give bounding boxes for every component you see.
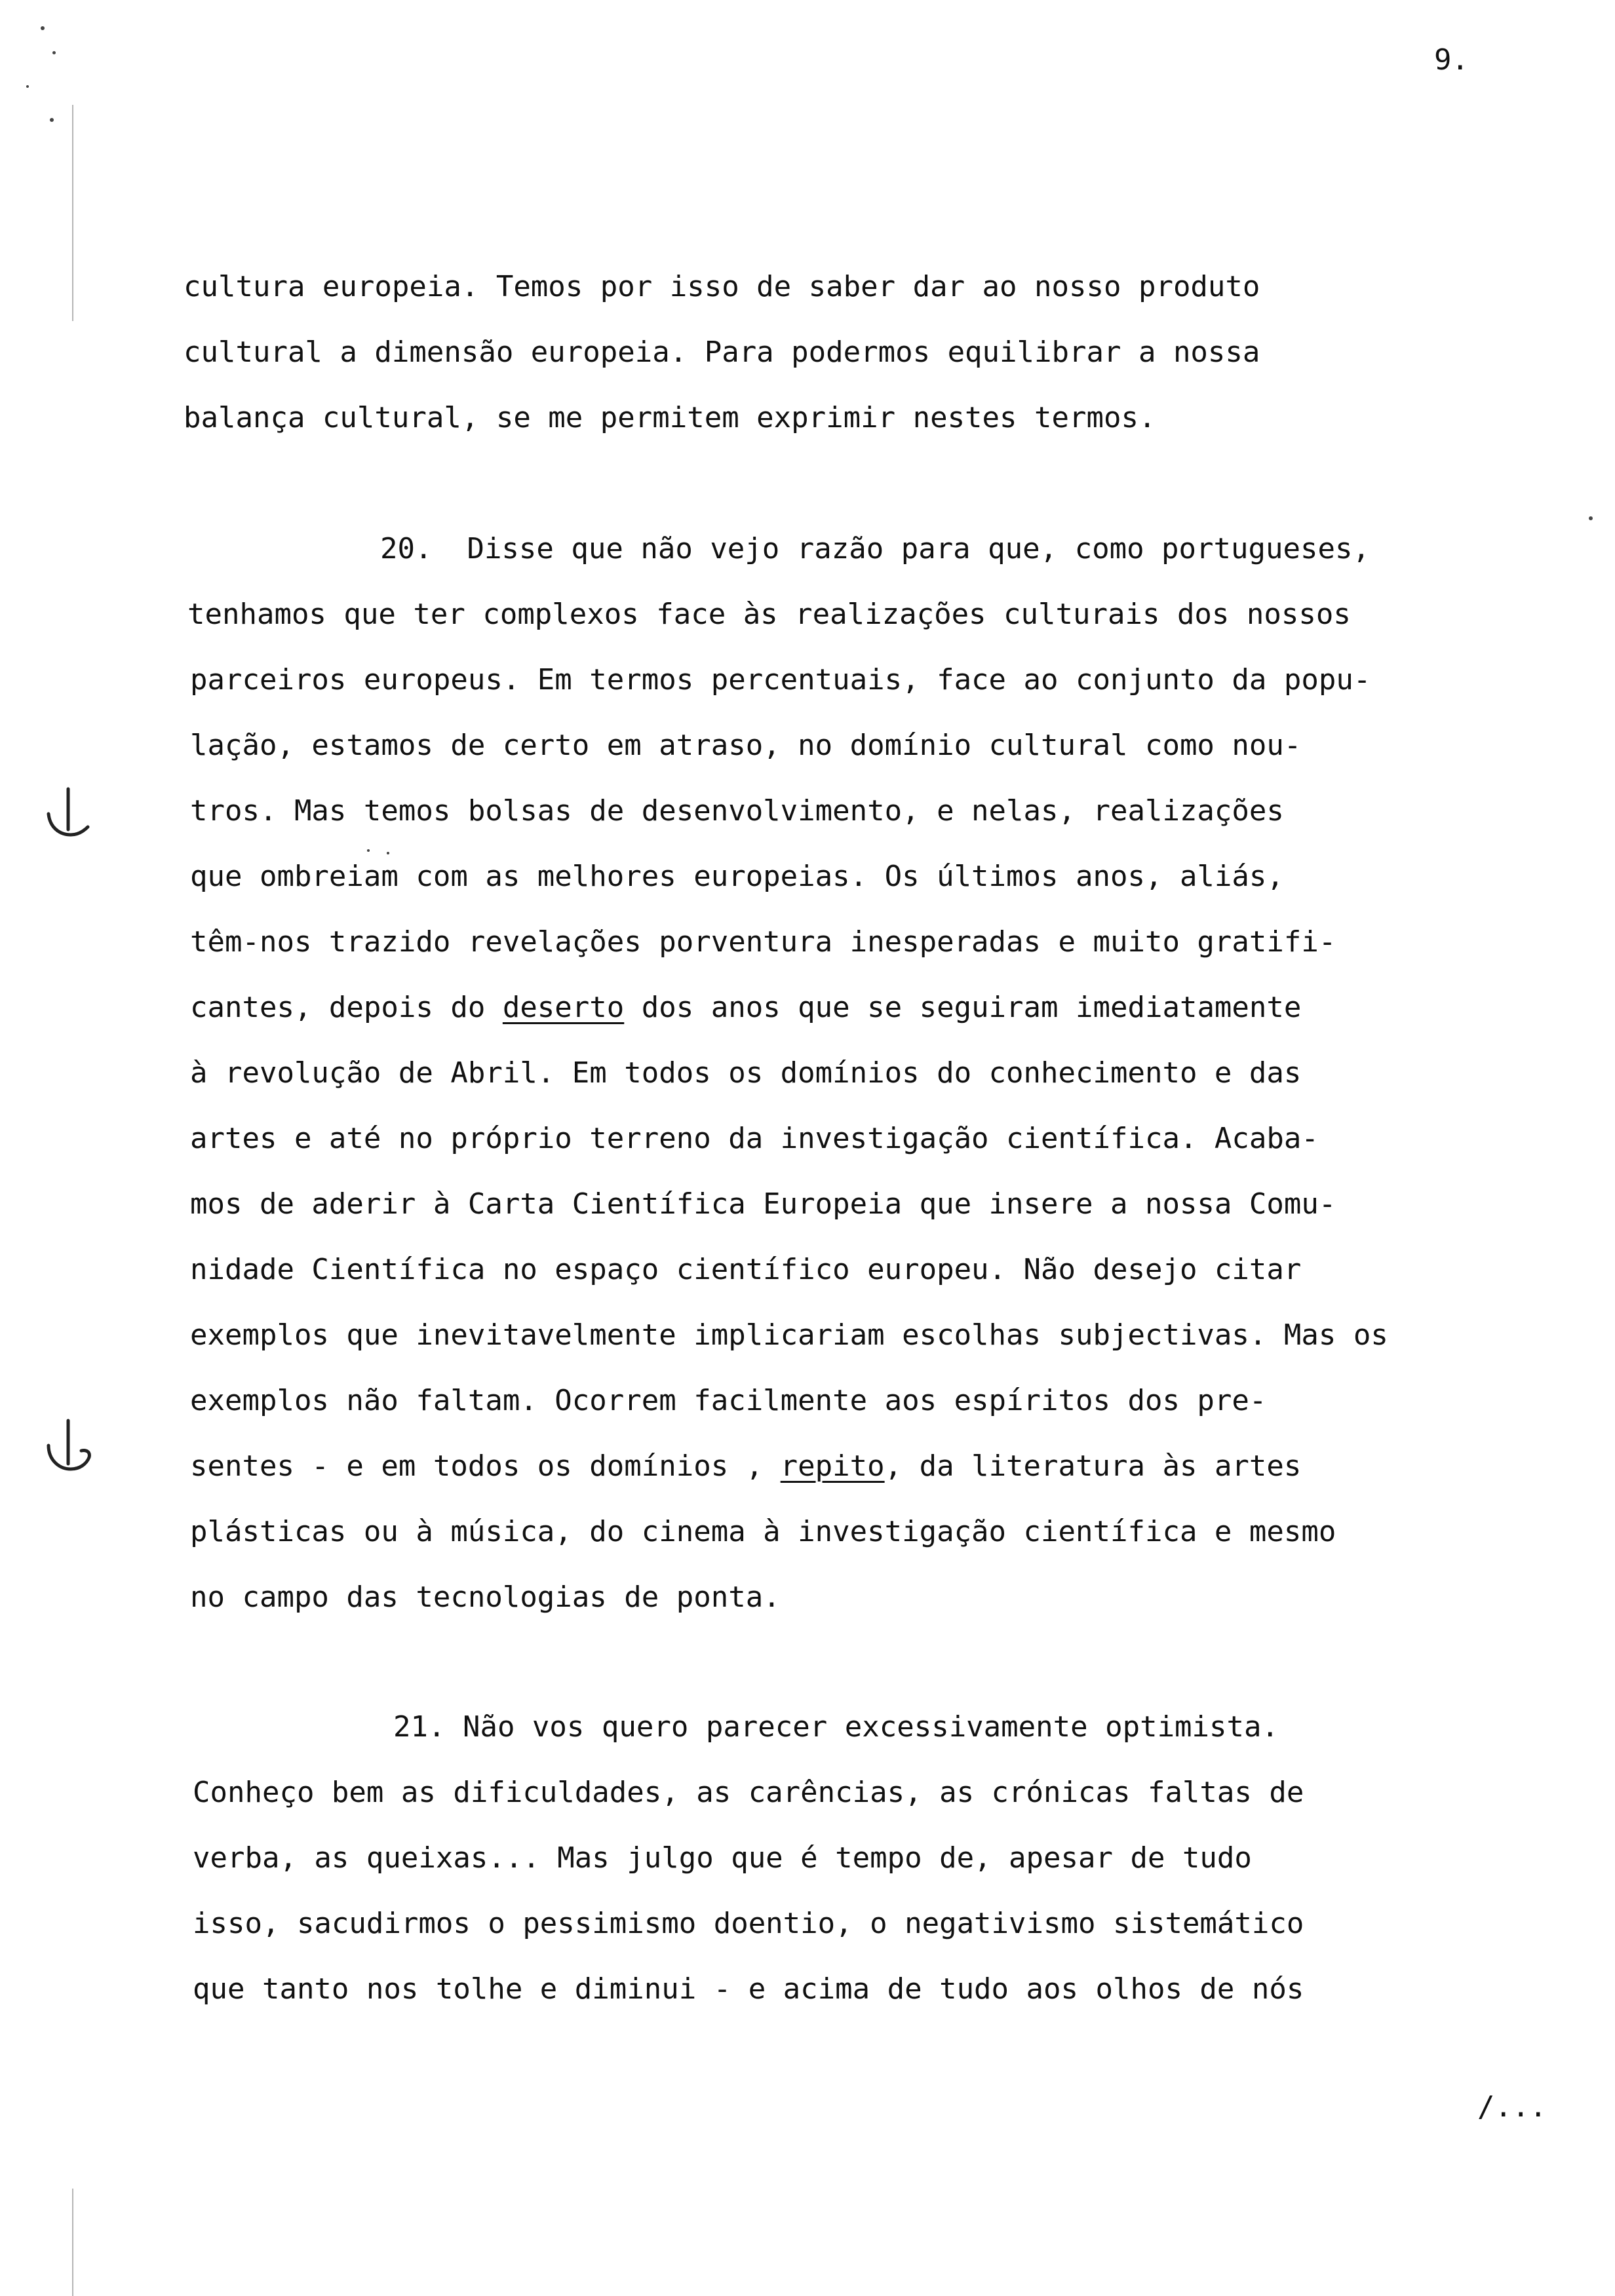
text-segment: sentes - e em todos os domínios ,: [190, 1449, 781, 1483]
text-segment: tros. Mas temos bolsas de desenvolvimento, e nelas, realizações: [190, 794, 1284, 828]
text-segment: dos anos que se seguiram imediatamente: [624, 991, 1302, 1024]
text-segment: 20. Disse que não vejo razão para que, como portugueses,: [380, 532, 1370, 565]
text-line: [190, 1185, 1336, 1224]
text-line: [190, 1578, 781, 1617]
text-segment: plásticas ou à música, do cinema à investigação científica e mesmo: [190, 1515, 1336, 1548]
punch-hole-rule-bottom: [72, 2189, 73, 2296]
underlined-word: deserto: [502, 991, 625, 1024]
text-line: [190, 1381, 1266, 1421]
text-segment: exemplos que inevitavelmente implicariam escolhas subjectivas. Mas os: [190, 1318, 1388, 1352]
text-line: [190, 792, 1284, 831]
text-line: [184, 333, 1260, 372]
text-line: [190, 1054, 1301, 1093]
text-segment: à revolução de Abril. Em todos os domínios do conhecimento e das: [190, 1056, 1302, 1090]
text-line: [190, 660, 1371, 700]
text-line: [193, 1839, 1252, 1878]
text-line: [190, 726, 1301, 765]
margin-check-mark-icon: [42, 1417, 94, 1476]
continuation-mark: /...: [1477, 2090, 1547, 2124]
text-line: [393, 1708, 1279, 1747]
text-line: [380, 529, 1370, 569]
text-segment: que tanto nos tolhe e diminui - e acima de tudo aos olhos de nós: [193, 1972, 1304, 2006]
text-segment: 21. Não vos quero parecer excessivamente optimista.: [393, 1710, 1279, 1744]
text-segment: tenhamos que ter complexos face às realizações culturais dos nossos: [187, 598, 1351, 631]
text-line: [190, 1512, 1336, 1552]
text-segment: cultural a dimensão europeia. Para podermos equilibrar a nossa: [184, 335, 1260, 369]
margin-check-mark-icon: [42, 784, 94, 843]
page-number: 9.: [1434, 43, 1469, 77]
text-line: [190, 1447, 1301, 1486]
underlined-word: repito: [780, 1449, 885, 1483]
text-line: [193, 1904, 1304, 1943]
text-line: [193, 1970, 1304, 2009]
text-line: [190, 988, 1301, 1027]
text-segment: nidade Científica no espaço científico europeu. Não desejo citar: [190, 1253, 1302, 1286]
text-segment: artes e até no próprio terreno da investigação científica. Acaba-: [190, 1122, 1319, 1155]
text-line: [190, 857, 1284, 896]
text-segment: Conheço bem as dificuldades, as carências, as crónicas faltas de: [193, 1776, 1304, 1809]
text-line: [184, 267, 1260, 307]
text-segment: lação, estamos de certo em atraso, no domínio cultural como nou-: [190, 729, 1302, 762]
text-segment: cultura europeia. Temos por isso de saber dar ao nosso produto: [184, 270, 1260, 303]
punch-hole-rule-top: [72, 105, 73, 321]
text-segment: exemplos não faltam. Ocorrem facilmente aos espíritos dos pre-: [190, 1384, 1267, 1417]
text-line: [184, 398, 1156, 438]
text-line: [193, 1773, 1304, 1812]
text-segment: no campo das tecnologias de ponta.: [190, 1580, 781, 1614]
text-line: [187, 595, 1351, 634]
text-segment: balança cultural, se me permitem exprimir nestes termos.: [184, 401, 1156, 434]
text-segment: mos de aderir à Carta Científica Europeia que insere a nossa Comu-: [190, 1187, 1336, 1221]
text-line: [190, 1250, 1301, 1290]
text-segment: cantes, depois do: [190, 991, 503, 1024]
text-segment: parceiros europeus. Em termos percentuais, face ao conjunto da popu-: [190, 663, 1371, 697]
text-segment: têm-nos trazido revelações porventura inesperadas e muito gratifi-: [190, 925, 1336, 959]
text-segment: isso, sacudirmos o pessimismo doentio, o negativismo sistemático: [193, 1907, 1304, 1940]
text-segment: que ombreiam com as melhores europeias. Os últimos anos, aliás,: [190, 860, 1284, 893]
text-line: [190, 1316, 1388, 1355]
text-line: [190, 923, 1336, 962]
text-line: [190, 1119, 1319, 1158]
text-segment: verba, as queixas... Mas julgo que é tempo de, apesar de tudo: [193, 1841, 1252, 1875]
text-segment: , da literatura às artes: [884, 1449, 1302, 1483]
